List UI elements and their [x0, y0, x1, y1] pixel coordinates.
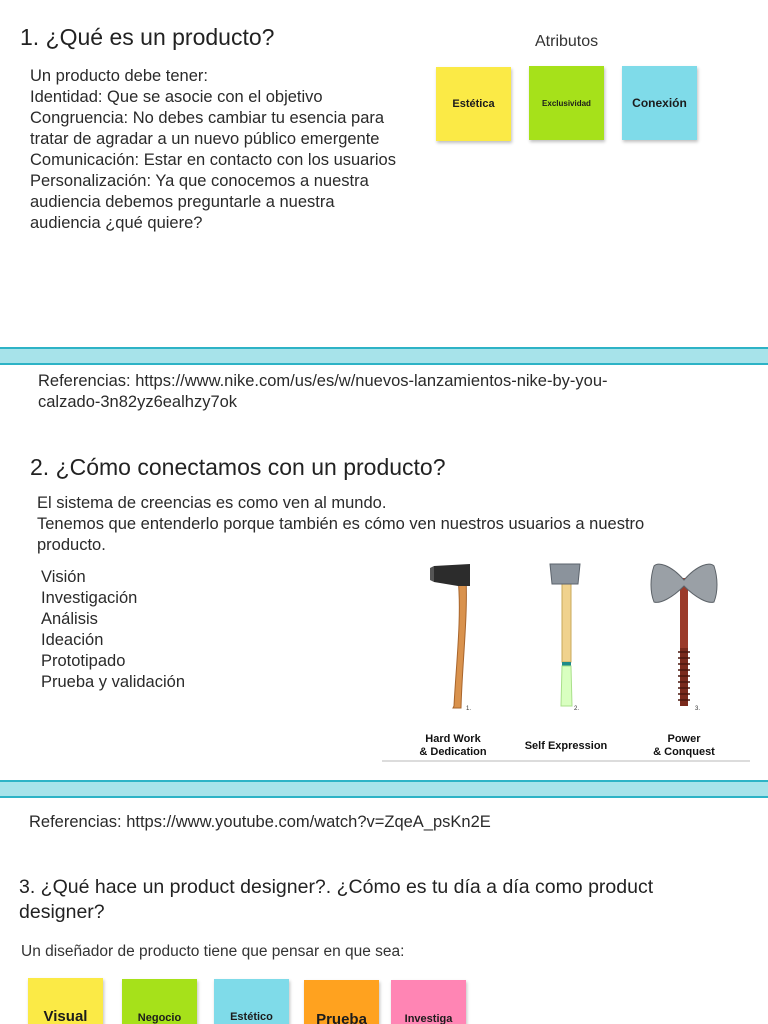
reference-line: calzado-3n82yz6ealhzy7ok [38, 393, 238, 411]
section2-title: 2. ¿Cómo conectamos con un producto? [30, 454, 446, 480]
section3-title [19, 875, 653, 925]
axe-caption-line: & Conquest [653, 746, 715, 758]
section3-intro: Un diseñador de producto tiene que pensar en que sea: [21, 943, 405, 960]
divider-band-2 [0, 780, 768, 798]
step-item: Investigación [41, 589, 138, 607]
section1-line: Un producto debe tener: [30, 67, 208, 85]
section1-line: Identidad: Que se asocie con el objetivo [30, 88, 323, 106]
axe-caption-self-expression [516, 740, 616, 753]
section2-line: El sistema de creencias es como ven al mundo. [37, 494, 387, 512]
divider-band-1 [0, 347, 768, 365]
axe-number: 2. [574, 706, 580, 712]
sticky-note-visual: Visual [28, 978, 103, 1024]
axe-self-expression-icon [550, 564, 580, 706]
step-item: Visión [41, 568, 86, 586]
reference-line: Referencias: https://www.nike.com/us/es/w/nuevos-lanzamientos-nike-by-you- [38, 372, 608, 390]
sticky-note-prueba: Prueba [304, 980, 379, 1024]
sticky-note-investiga: Investiga [391, 980, 466, 1024]
section3-title-line: designer? [19, 901, 105, 923]
sticky-note-conexion: Conexión [622, 66, 697, 140]
section1-line: audiencia debemos preguntarle a nuestra [30, 193, 335, 211]
axe-caption-hard-work [408, 733, 498, 759]
sticky-note-estetica: Estética [436, 67, 511, 141]
section2-line: producto. [37, 536, 106, 554]
section1-line: audiencia ¿qué quiere? [30, 214, 203, 232]
sticky-note-negocio: Negocio [122, 979, 197, 1024]
section1-line: tratar de agradar a un nuevo público emergente [30, 130, 380, 148]
axe-caption-power-conquest [639, 733, 729, 759]
axe-hard-work-icon [430, 564, 470, 708]
axe-caption-line: Self Expression [524, 740, 608, 752]
axe-number: 3. [695, 706, 701, 712]
section1-line: Personalización: Ya que conocemos a nuestra [30, 172, 369, 190]
design-steps-list [41, 567, 185, 693]
axe-number: 1. [466, 706, 472, 712]
section1-text [30, 66, 396, 234]
section1-line: Congruencia: No debes cambiar tu esencia para [30, 109, 385, 127]
section3-title-line: 3. ¿Qué hace un product designer?. ¿Cómo es tu día a día como product [19, 876, 654, 898]
step-item: Prototipado [41, 652, 126, 670]
step-item: Ideación [41, 631, 104, 649]
step-item: Prueba y validación [41, 673, 186, 691]
sticky-note-estetico: Estético [214, 979, 289, 1024]
section2-text [37, 493, 644, 556]
section1-title: 1. ¿Qué es un producto? [20, 24, 275, 50]
axe-caption-line: Hard Work [425, 733, 481, 745]
axe-power-conquest-icon [651, 564, 717, 706]
section1-line: Comunicación: Estar en contacto con los usuarios [30, 151, 396, 169]
section2-reference: Referencias: https://www.youtube.com/watch?v=ZqeA_psKn2E [29, 813, 491, 831]
sticky-note-exclusividad: Exclusividad [529, 66, 604, 140]
attributes-title: Atributos [535, 33, 599, 50]
axe-caption-line: & Dedication [419, 746, 487, 758]
axe-caption-line: Power [667, 733, 701, 745]
step-item: Análisis [41, 610, 98, 628]
section1-references [38, 371, 607, 413]
section2-line: Tenemos que entenderlo porque también es cómo ven nuestros usuarios a nuestro [37, 515, 645, 533]
